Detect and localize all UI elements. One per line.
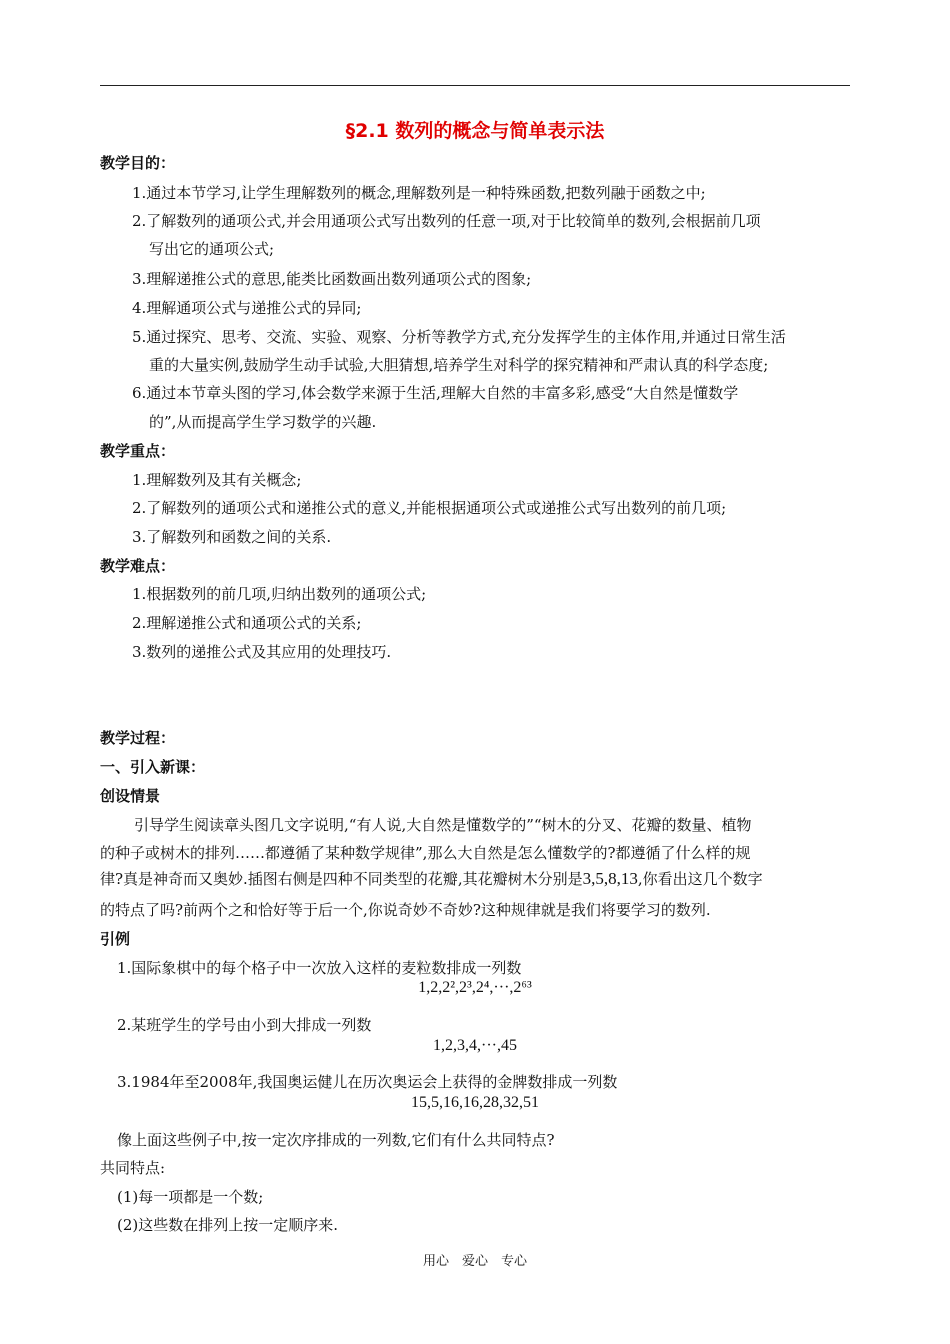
key-point-item: 3.了解数列和函数之间的关系. bbox=[132, 528, 332, 546]
objective-item: 5.通过探究、思考、交流、实验、观察、分析等教学方式,充分发挥学生的主体作用,并通过日常生活 bbox=[132, 328, 786, 346]
scenario-paragraph-line bbox=[100, 868, 763, 889]
example-text: 3.1984年至2008年,我国奥运健儿在历次奥运会上获得的金牌数排成一列数 bbox=[117, 1073, 618, 1091]
question-text: 像上面这些例子中,按一定次序排成的一列数,它们有什么共同特点? bbox=[117, 1131, 555, 1149]
difficulty-item: 2.理解递推公式和通项公式的关系; bbox=[132, 614, 362, 632]
page-footer: 用心 爱心 专心 bbox=[422, 1254, 527, 1269]
scenario-paragraph-line: 引导学生阅读章头图几文字说明,“有人说,大自然是懂数学的”“树木的分叉、花瓣的数量、植物 bbox=[134, 816, 752, 834]
objective-item: 6.通过本节章头图的学习,体会数学来源于生活,理解大自然的丰富多彩,感受“大自然是懂数学 bbox=[132, 384, 739, 402]
objective-item-continued: 写出它的通项公式; bbox=[149, 240, 275, 258]
common-feature-item: (1)每一项都是一个数; bbox=[117, 1188, 264, 1206]
section-heading: 一、引入新课： bbox=[100, 758, 206, 776]
key-point-item: 2.了解数列的通项公式和递推公式的意义,并能根据通项公式或递推公式写出数列的前几项; bbox=[132, 499, 727, 517]
process-heading: 教学过程： bbox=[100, 729, 176, 747]
example-sequence: 15,5,16,16,28,32,51 bbox=[411, 1094, 539, 1111]
scenario-heading: 创设情景 bbox=[100, 787, 161, 805]
scenario-text: ,你看出这几个数字 bbox=[637, 870, 763, 888]
header-rule bbox=[100, 85, 850, 86]
example-text: 1.国际象棋中的每个格子中一次放入这样的麦粒数排成一列数 bbox=[117, 959, 522, 977]
objective-item: 4.理解通项公式与递推公式的异同; bbox=[132, 299, 362, 317]
scenario-text: 律?真是神奇而又奥妙.插图右侧是四种不同类型的花瓣,其花瓣树木分别是 bbox=[100, 870, 583, 888]
example-text: 2.某班学生的学号由小到大排成一列数 bbox=[117, 1016, 372, 1034]
difficulty-item: 1.根据数列的前几项,归纳出数列的通项公式; bbox=[132, 585, 427, 603]
example-sequence: 1,2,3,4,···,45 bbox=[433, 1037, 517, 1054]
petal-numbers: 3,5,8,13 bbox=[582, 869, 638, 888]
common-features-heading: 共同特点: bbox=[100, 1159, 166, 1177]
objective-item: 2.了解数列的通项公式,并会用通项公式写出数列的任意一项,对于比较简单的数列,会根据前几项 bbox=[132, 212, 761, 230]
scenario-paragraph-line: 的特点了吗?前两个之和恰好等于后一个,你说奇妙不奇妙?这种规律就是我们将要学习的数列. bbox=[100, 901, 711, 919]
page-title: §2.1 数列的概念与简单表示法 bbox=[345, 120, 605, 142]
common-feature-item: (2)这些数在排列上按一定顺序来. bbox=[117, 1216, 339, 1234]
objective-item: 1.通过本节学习,让学生理解数列的概念,理解数列是一种特殊函数,把数列融于函数之中; bbox=[132, 184, 706, 202]
objective-item-continued: 的”,从而提高学生学习数学的兴趣. bbox=[149, 413, 377, 431]
difficulty-item: 3.数列的递推公式及其应用的处理技巧. bbox=[132, 643, 392, 661]
example-heading: 引例 bbox=[100, 930, 131, 948]
key-points-heading: 教学重点： bbox=[100, 442, 176, 460]
objectives-heading: 教学目的： bbox=[100, 154, 176, 172]
objective-item: 3.理解递推公式的意思,能类比函数画出数列通项公式的图象; bbox=[132, 270, 532, 288]
objective-item-continued: 重的大量实例,鼓励学生动手试验,大胆猜想,培养学生对科学的探究精神和严肃认真的科学态度; bbox=[149, 356, 769, 374]
difficulties-heading: 教学难点： bbox=[100, 557, 176, 575]
key-point-item: 1.理解数列及其有关概念; bbox=[132, 471, 302, 489]
example-sequence: 1,2,2²,2³,2⁴,···,2⁶³ bbox=[418, 979, 532, 996]
scenario-paragraph-line: 的种子或树木的排列……都遵循了某种数学规律”,那么大自然是怎么懂数学的?都遵循了什么样的规 bbox=[100, 844, 751, 862]
